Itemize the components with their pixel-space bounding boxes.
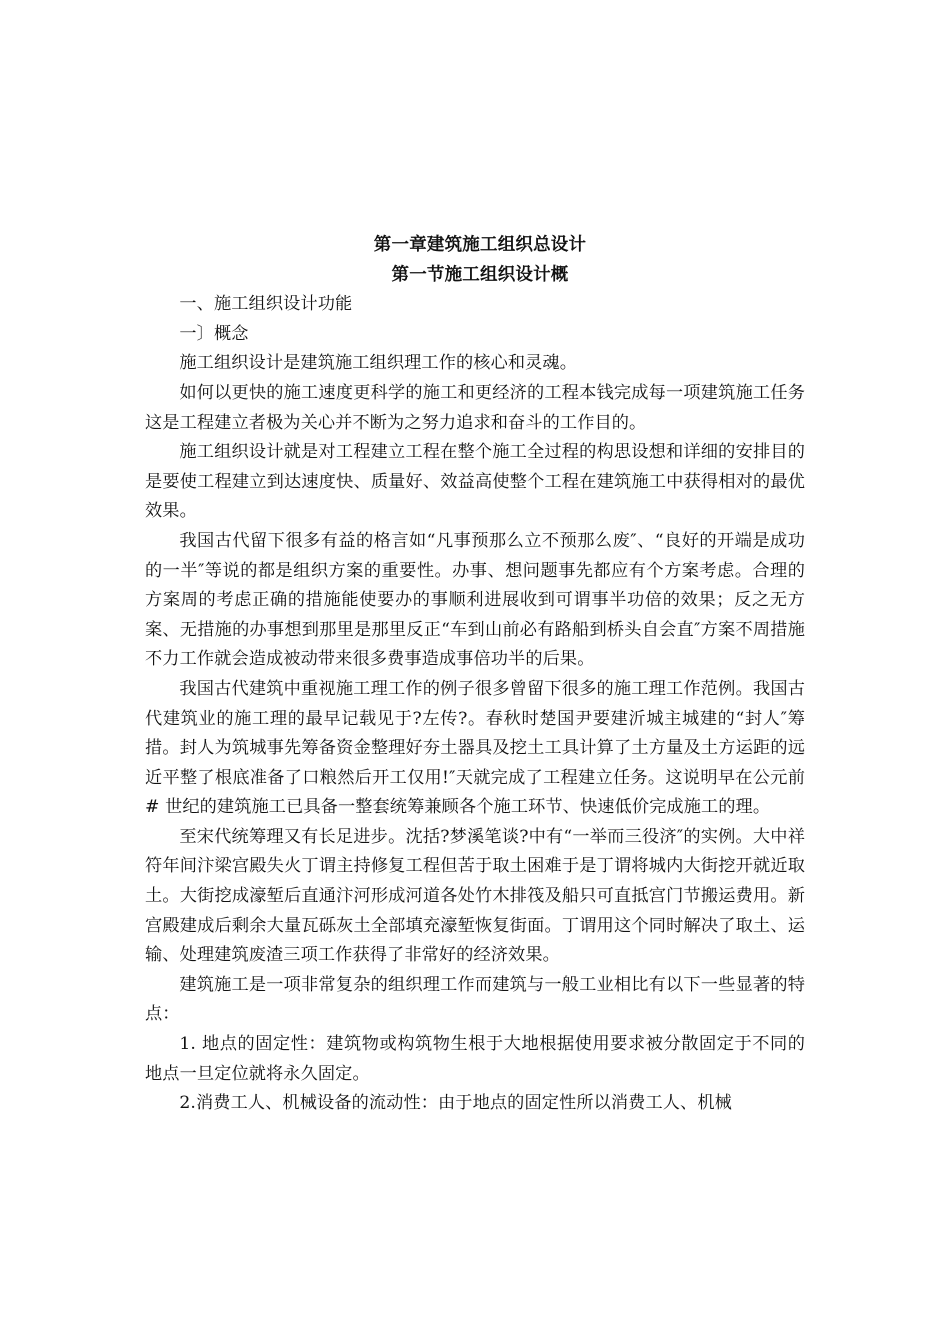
subheading-concept: 一〕概念	[179, 323, 249, 344]
subheading-functions: 一、施工组织设计功能	[179, 294, 353, 315]
list-item: 1. 地点的固定性：建筑物或构筑物生根于大地根据使用要求被分散固定于不同的地点一旦定位就将永久固定。	[145, 1034, 805, 1084]
paragraph: 我国古代建筑中重视施工理工作的例子很多曾留下很多的施工理工作范例。我国古代建筑业的施工理的最早记载见于?左传?。春秋时楚国尹要建沂城主城建的“封人″筹措。封人为筑城事先筹备资金整理好夯土器具及挖土工具计算了土方量及土方运距的远近平整了根底准备了口粮然后开工仅用!″天就完成了工程建立任务。这说明早在公元前# 世纪的建筑施工已具备一整套统筹兼顾各个施工环节、快速低价完成施工的理。	[145, 678, 805, 818]
paragraph: 至宋代统筹理又有长足进步。沈括?梦溪笔谈?中有“一举而三役济″的实例。大中祥符年间汴梁宫殿失火丁谓主持修复工程但苦于取土困难于是丁谓将城内大街挖开就近取土。大街挖成濠堑后直通汴河形成河道各处竹木排筏及船只可直抵宫门节搬运费用。新宫殿建成后剩余大量瓦砾灰土全部填充濠堑恢复街面。丁谓用这个同时解决了取土、运输、处理建筑废渣三项工作获得了非常好的经济效果。	[145, 826, 805, 966]
chapter-title: 第一章建筑施工组织总设计	[373, 235, 587, 255]
section-title: 第一节施工组织设计概	[391, 264, 569, 285]
paragraph: 我国古代留下很多有益的格言如“凡事预那么立不预那么废″、“良好的开端是成功的一半″等说的都是组织方案的重要性。办事、想问题事先都应有个方案考虑。合理的方案周的考虑正确的措施能使要办的事顺利进展收到可谓事半功倍的效果；反之无方案、无措施的办事想到那里是那里反正“车到山前必有路船到桥头自会直″方案不周措施不力工作就会造成被动带来很多费事造成事倍功半的后果。	[145, 530, 805, 670]
paragraph: 如何以更快的施工速度更科学的施工和更经济的工程本钱完成每一项建筑施工任务这是工程建立者极为关心并不断为之努力追求和奋斗的工作目的。	[145, 382, 805, 433]
list-item: 2.消费工人、机械设备的流动性：由于地点的固定性所以消费工人、机械	[179, 1093, 732, 1114]
paragraph: 施工组织设计就是对工程建立工程在整个施工全过程的构思设想和详细的安排目的是要使工程建立到达速度快、质量好、效益高使整个工程在建筑施工中获得相对的最优效果。	[145, 442, 805, 522]
paragraph: 施工组织设计是建筑施工组织理工作的核心和灵魂。	[179, 353, 578, 374]
paragraph: 建筑施工是一项非常复杂的组织理工作而建筑与一般工业相比有以下一些显著的特点：	[145, 974, 805, 1025]
document-body	[145, 231, 805, 1119]
